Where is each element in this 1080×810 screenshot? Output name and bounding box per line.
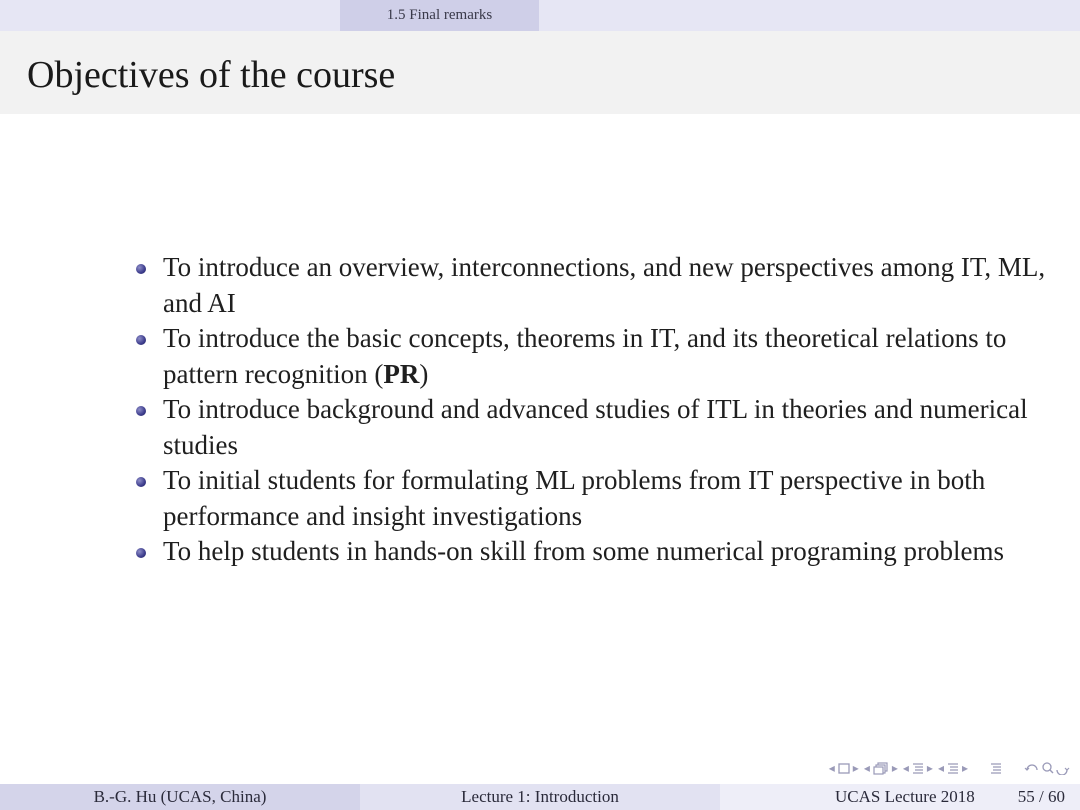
list-item [134, 321, 1054, 392]
bullet-icon [136, 335, 146, 345]
bullet-icon [136, 548, 146, 558]
footer-author: B.-G. Hu (UCAS, China) [0, 784, 360, 810]
footer [0, 784, 1080, 810]
item-text-after: ) [419, 358, 429, 389]
item-text: To initial students for formulating ML problems from IT perspective in both performance and insight investigations [163, 465, 986, 531]
subsection-nav-icon[interactable]: ◂ ▸ [863, 761, 898, 775]
subsection-list-nav-icon[interactable]: ◂ ▸ [937, 761, 968, 775]
pr-abbreviation: PR [383, 358, 420, 389]
page-title: Objectives of the course [27, 54, 396, 96]
search-icon[interactable] [1024, 761, 1070, 775]
bullet-icon [136, 264, 146, 274]
section-tab[interactable]: 1.5 Final remarks [340, 0, 539, 31]
list-item [134, 250, 1054, 321]
footer-event: UCAS Lecture 2018 [835, 787, 975, 806]
bullet-icon [136, 406, 146, 416]
list-item [134, 463, 1054, 534]
bullet-icon [136, 477, 146, 487]
item-text: To help students in hands-on skill from some numerical programing problems [163, 536, 1004, 566]
footer-title: Lecture 1: Introduction [360, 784, 720, 810]
bullet-list [134, 250, 1054, 570]
item-text: To introduce an overview, interconnections, and new perspectives among IT, ML, and AI [163, 252, 1046, 318]
list-nav-icon[interactable] [990, 762, 1002, 775]
beamer-navigation [829, 758, 1070, 778]
section-nav-icon[interactable]: ◂ ▸ [902, 761, 933, 775]
frame-nav-icon[interactable]: ◂ ▸ [828, 761, 859, 775]
item-text: To introduce the basic concepts, theorems in IT, and its theoretical relations to pattern recognition ( [163, 323, 1007, 389]
list-item [134, 392, 1054, 463]
footer-right [720, 784, 1080, 810]
page-number: 55 / 60 [1017, 787, 1065, 806]
list-item [134, 534, 1054, 570]
item-text: To introduce background and advanced studies of ITL in theories and numerical studies [163, 394, 1028, 460]
header-bar [0, 0, 1080, 31]
